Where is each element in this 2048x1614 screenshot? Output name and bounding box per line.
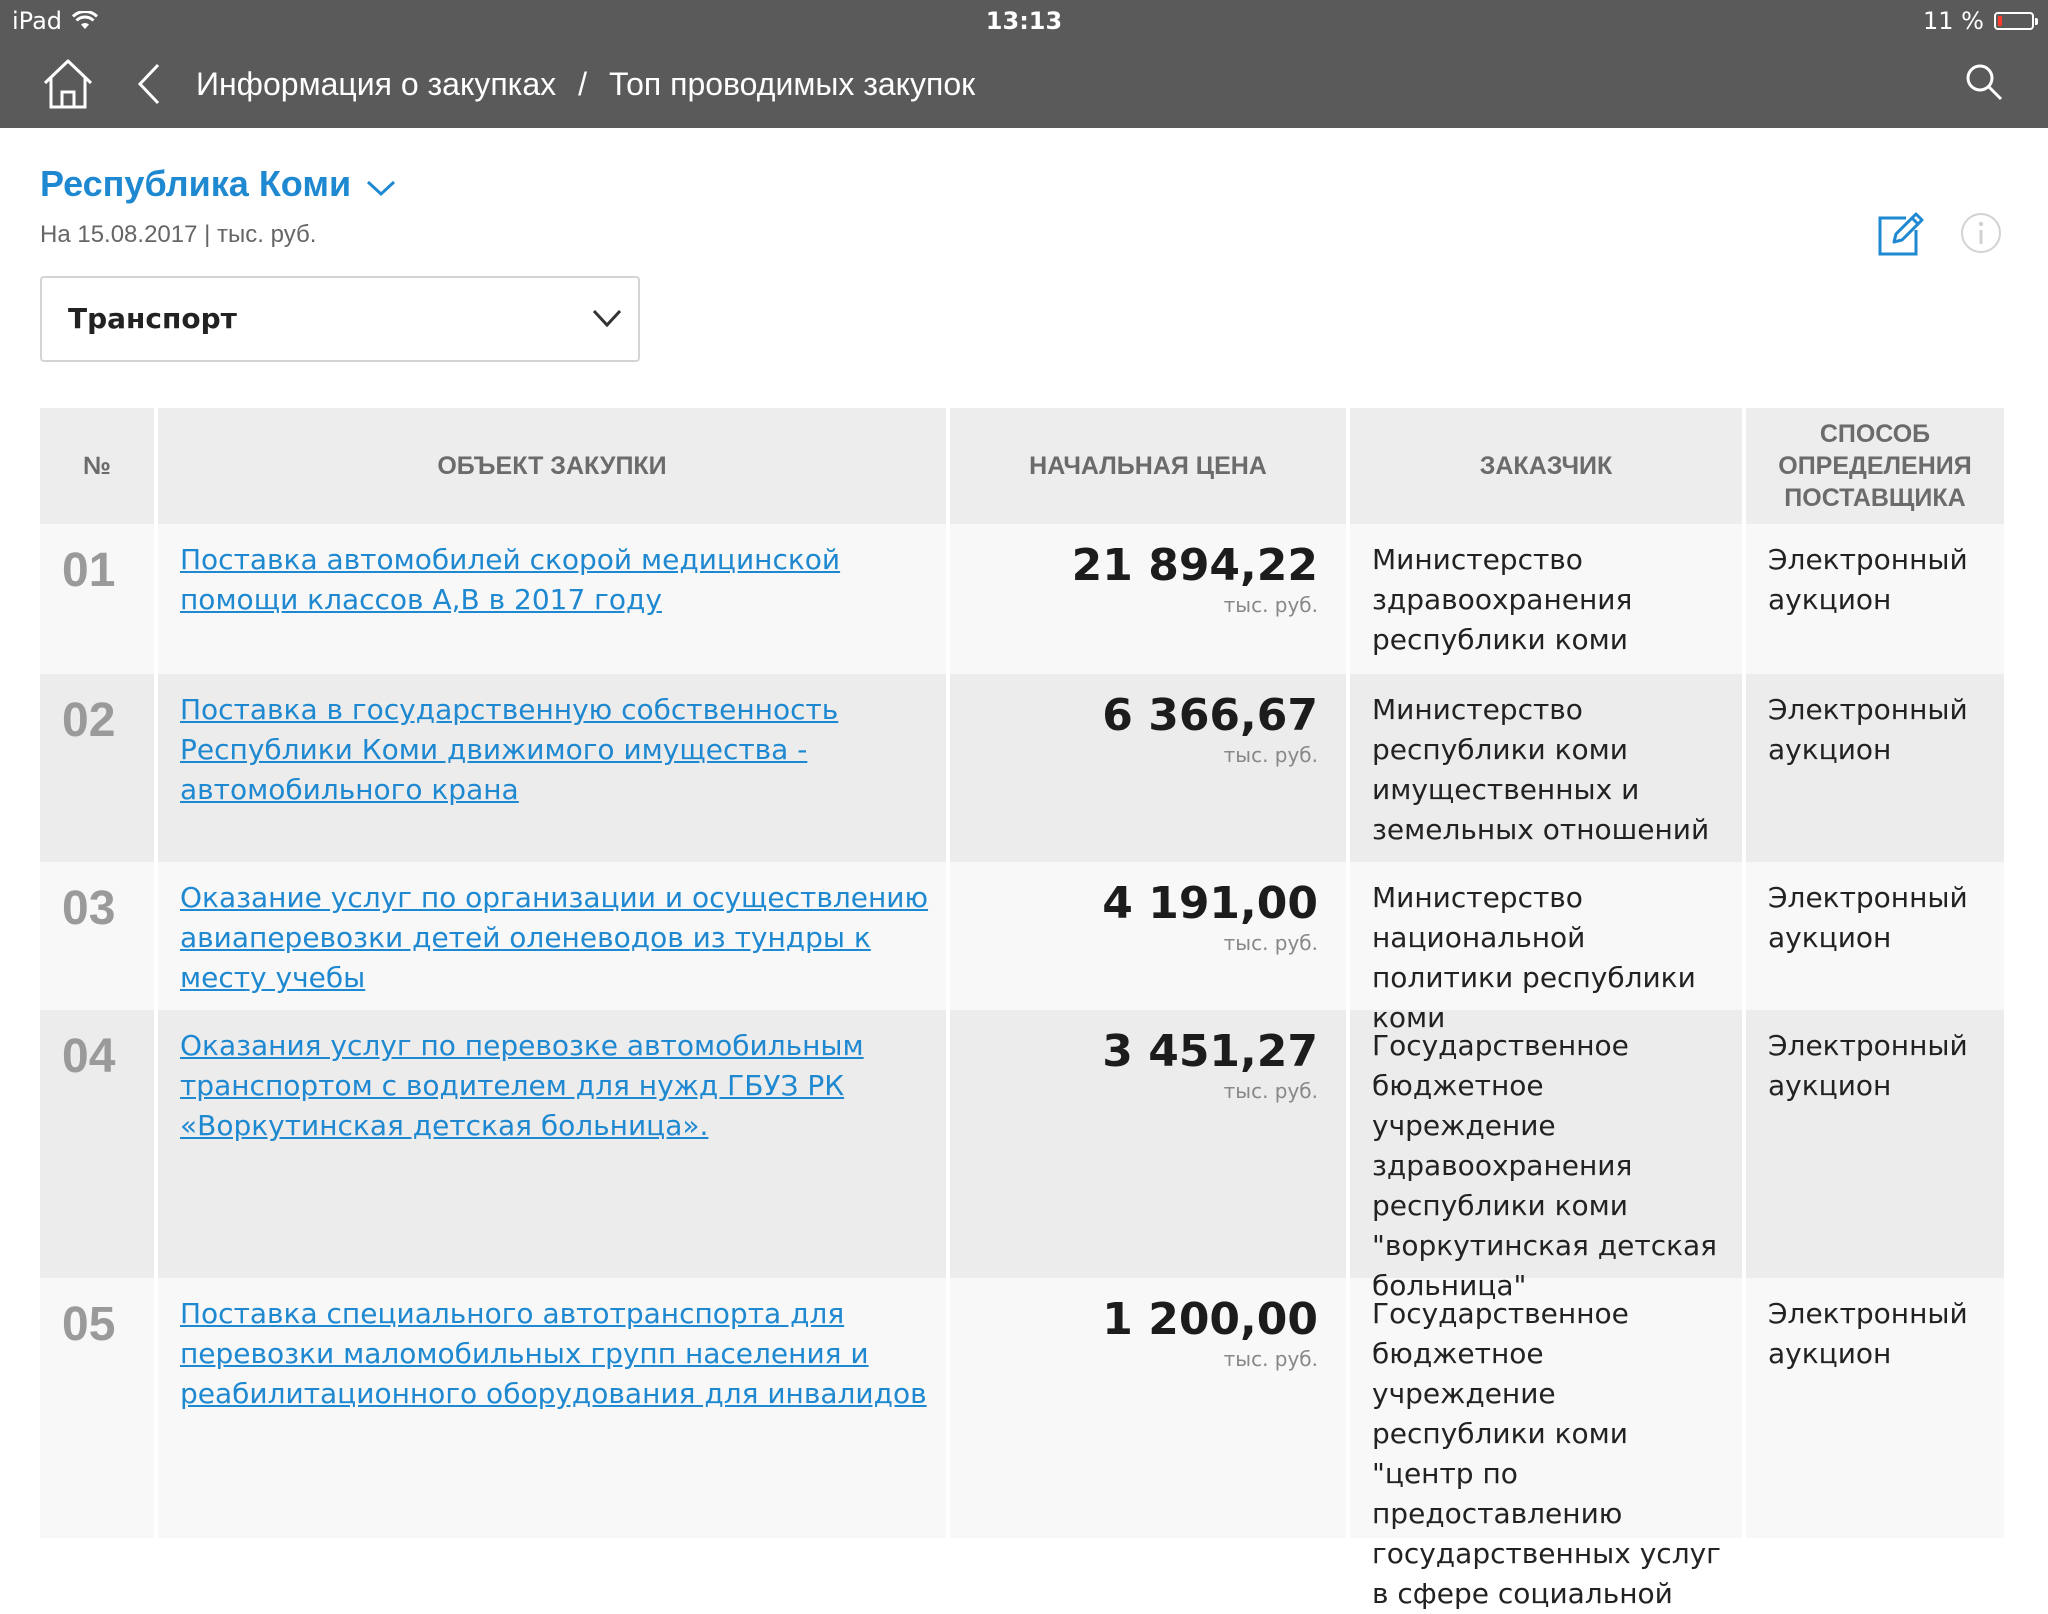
procurement-object-link[interactable]: Оказания услуг по перевозке автомобильным транспортом с водителем для нужд ГБУЗ РК «Воркутинская детская больница». [180, 1029, 864, 1142]
customer: Министерство национальной политики республики коми [1350, 862, 1746, 1010]
header-price: НАЧАЛЬНАЯ ЦЕНА [950, 408, 1350, 524]
date-subtitle: На 15.08.2017 | тыс. руб. [40, 221, 317, 248]
top-bar [0, 0, 2048, 128]
initial-price: 4 191,00 [1102, 878, 1318, 929]
battery-icon [1994, 12, 2034, 30]
status-left [12, 6, 98, 36]
category-dropdown-value: Транспорт [68, 302, 237, 335]
search-icon[interactable] [1964, 62, 2004, 102]
row-number: 01 [62, 544, 116, 597]
row-number: 02 [62, 694, 116, 747]
table-header [40, 408, 2004, 524]
home-icon[interactable] [40, 56, 96, 112]
header-customer: ЗАКАЗЧИК [1350, 408, 1746, 524]
procurement-object-link[interactable]: Поставка специального автотранспорта для перевозки маломобильных групп населения и реабилитационного оборудования для инвалидов [180, 1297, 927, 1410]
battery-percent: 11 % [1923, 7, 1984, 35]
supplier-method: Электронный аукцион [1768, 1297, 1968, 1370]
customer: Министерство республики коми имущественных и земельных отношений [1350, 674, 1746, 862]
header-number: № [40, 408, 158, 524]
device-name: iPad [12, 7, 63, 35]
breadcrumb-item-top-procurements: Топ проводимых закупок [609, 66, 976, 102]
header-method: СПОСОБ ОПРЕДЕЛЕНИЯ ПОСТАВЩИКА [1746, 408, 2004, 524]
procurement-table [40, 408, 2004, 1610]
price-unit: тыс. руб. [1223, 931, 1318, 955]
table-row [40, 862, 2004, 1034]
status-right [1923, 6, 2034, 36]
initial-price: 1 200,00 [1102, 1294, 1318, 1345]
info-icon[interactable] [1960, 212, 2002, 254]
initial-price: 6 366,67 [1102, 690, 1318, 741]
supplier-method: Электронный аукцион [1768, 543, 1968, 616]
region-title: Республика Коми [40, 163, 352, 204]
initial-price: 21 894,22 [1071, 540, 1318, 591]
table-row [40, 674, 2004, 862]
status-time: 13:13 [985, 7, 1063, 35]
supplier-method: Электронный аукцион [1768, 881, 1968, 954]
breadcrumb-separator: / [578, 66, 588, 102]
supplier-method: Электронный аукцион [1768, 1029, 1968, 1102]
row-number: 04 [62, 1030, 116, 1083]
category-dropdown[interactable] [40, 276, 640, 362]
customer: Государственное бюджетное учреждение республики коми "центр по предоставлению государственных услуг в сфере социальной [1350, 1278, 1746, 1538]
wifi-icon [72, 11, 98, 31]
price-unit: тыс. руб. [1223, 593, 1318, 617]
edit-icon[interactable] [1876, 210, 1924, 258]
procurement-object-link[interactable]: Поставка автомобилей скорой медицинской помощи классов А,В в 2017 году [180, 543, 841, 616]
price-unit: тыс. руб. [1223, 1347, 1318, 1371]
price-unit: тыс. руб. [1223, 743, 1318, 767]
initial-price: 3 451,27 [1102, 1026, 1318, 1077]
table-row [40, 1278, 2004, 1610]
region-selector[interactable] [40, 162, 397, 206]
customer: Государственное бюджетное учреждение здравоохранения республики коми "воркутинская детская больница" [1350, 1010, 1746, 1278]
row-number: 03 [62, 882, 116, 935]
price-unit: тыс. руб. [1223, 1079, 1318, 1103]
customer: Министерство здравоохранения республики коми [1350, 524, 1746, 674]
chevron-down-icon [590, 306, 624, 330]
procurement-object-link[interactable]: Поставка в государственную собственность Республики Коми движимого имущества - автомобильного крана [180, 693, 839, 806]
header-object: ОБЪЕКТ ЗАКУПКИ [158, 408, 950, 524]
supplier-method: Электронный аукцион [1768, 693, 1968, 766]
row-number: 05 [62, 1298, 116, 1351]
table-row [40, 524, 2004, 674]
procurement-object-link[interactable]: Оказание услуг по организации и осуществлению авиаперевозки детей оленеводов из тундры к месту учебы [180, 881, 929, 994]
chevron-left-icon[interactable] [134, 62, 164, 106]
breadcrumb [196, 60, 975, 108]
chevron-down-icon [365, 178, 397, 198]
table-row [40, 1010, 2004, 1302]
breadcrumb-item-procurement-info[interactable]: Информация о закупках [196, 66, 557, 102]
